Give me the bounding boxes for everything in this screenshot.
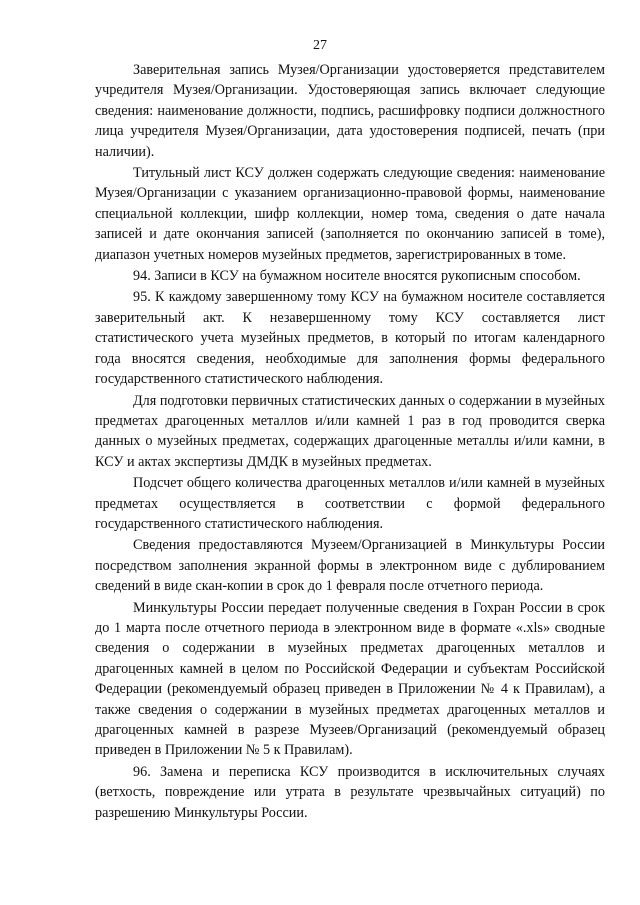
page-number: 27 [313,38,327,53]
paragraph-gokhran-transfer: Минкультуры России передает полученные сведения в Гохран России в срок до 1 марта после отчетного периода в электронном виде в формате «.xls» сводные сведения о содержании в музейных предметах драгоценных металлов и драгоценных камней в целом по Российской Федерации и субъектам Российской Федерации (рекомендуемый образец приведен в Приложении № 4 к Правилам), а также сведения о содержании в музейных предметах драгоценных металлов и драгоценных камней в разрезе Музеев/Организаций (рекомендуемый образец приведен в Приложении № 5 к Правилам). [95,599,605,759]
paragraph-data-submission: Сведения предоставляются Музеем/Организацией в Минкультуры России посредством заполнения экранной формы в электронном виде с дублированием сведений в виде скан-копии в срок до 1 февраля после отчетного периода. [95,537,605,595]
paragraph-95: 95. К каждому завершенному тому КСУ на бумажном носителе составляется заверительный акт. К незавершенному тому КСУ составляется лист статистического учета музейных предметов, в который по итогам календарного года вносятся сведения, необходимые для заполнения формы федерального государственного статистического наблюдения. [95,289,605,388]
paragraph-96: 96. Замена и переписка КСУ производится в исключительных случаях (ветхость, повреждение или утрата в результате чрезвычайных ситуаций) по разрешению Минкультуры России. [95,763,605,821]
paragraph-certification-entry: Заверительная запись Музея/Организации удостоверяется представителем учредителя Музея/Организации. Удостоверяющая запись включает следующие сведения: наименование должности, подпись, расшифровку подписи должностного лица учредителя Музея/Организации, дата удостоверения подписей, печать (при наличии). [95,62,605,160]
paragraph-statistics-preparation: Для подготовки первичных статистических данных о содержании в музейных предметах драгоценных металлов и/или камней 1 раз в год проводится сверка данных о музейных предметах, содержащих драгоценные металлы и/или камни, в КСУ и актах экспертизы ДМДК в музейных предметах. [95,392,605,470]
paragraph-count-calculation: Подсчет общего количества драгоценных металлов и/или камней в музейных предметах осуществляется в соответствии с формой федерального государственного статистического наблюдения. [95,475,605,532]
paragraph-title-page: Титульный лист КСУ должен содержать следующие сведения: наименование Музея/Организации с указанием организационно-правовой формы, наименование специальной коллекции, шифр коллекции, номер тома, сведения о дате начала записей и дате окончания записей (заполняется по окончанию записей в томе), диапазон учетных номеров музейных предметов, зарегистрированных в томе. [95,165,605,263]
paragraph-94: 94. Записи в КСУ на бумажном носителе вносятся рукописным способом. [133,268,581,285]
document-body [95,60,605,824]
